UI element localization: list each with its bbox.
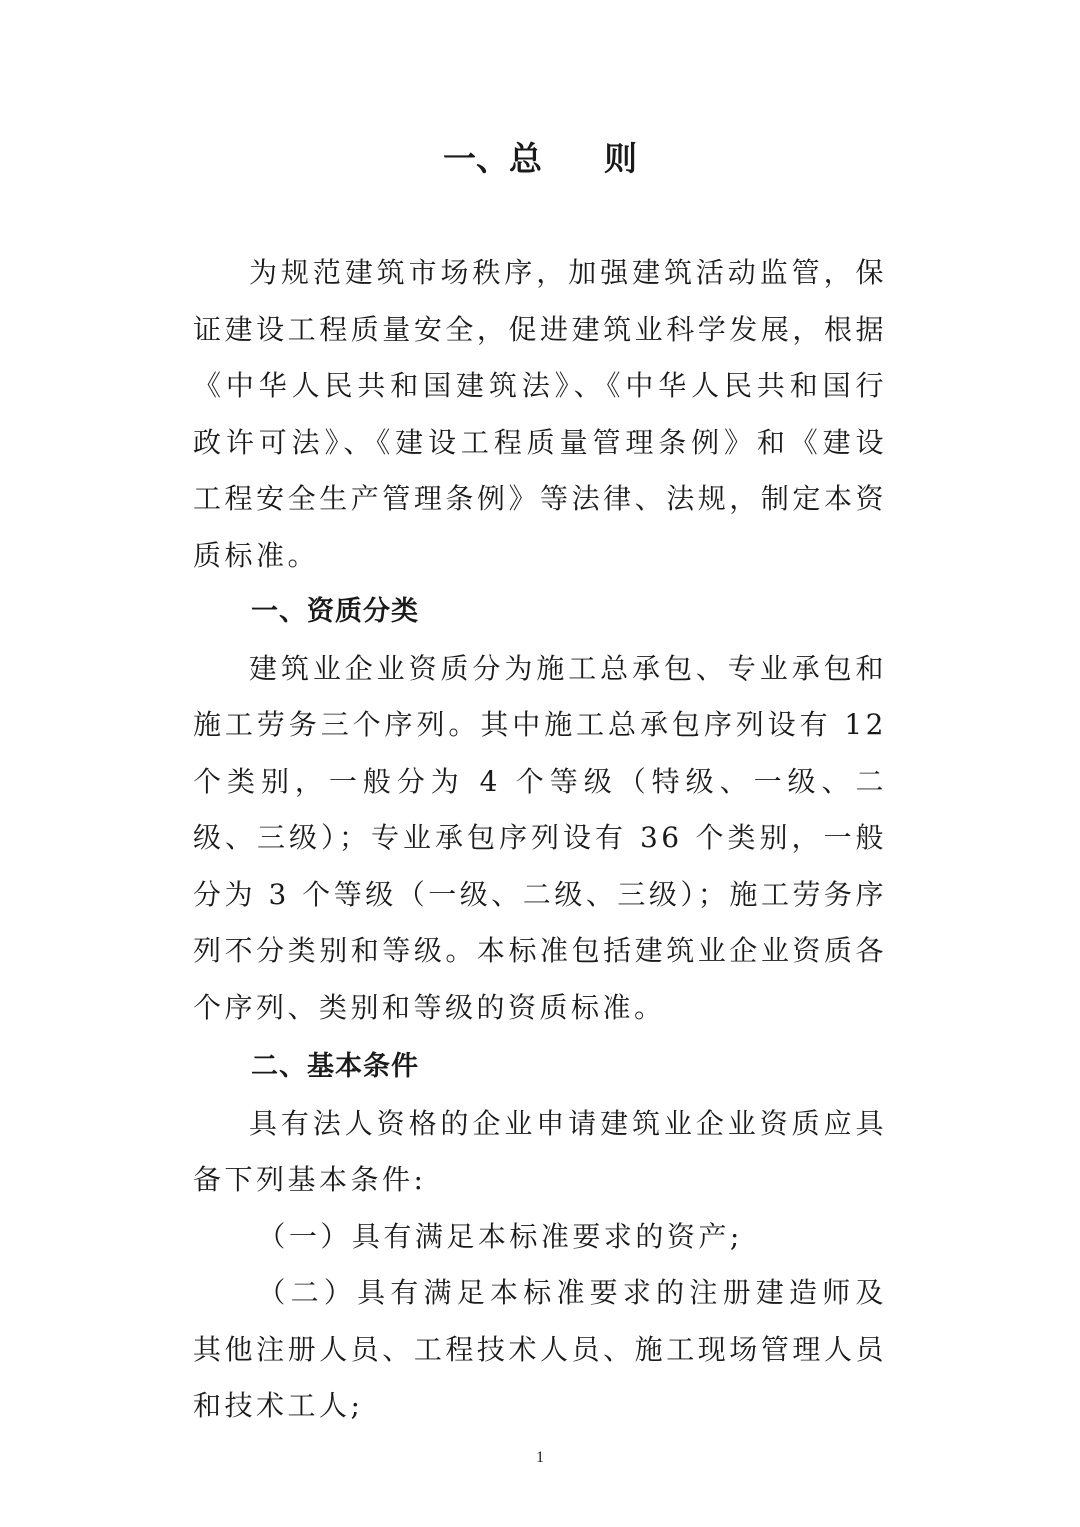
title-suffix: 则 bbox=[604, 139, 637, 178]
page-number: 1 bbox=[536, 1449, 544, 1466]
section-heading-basic-conditions: 二、基本条件 bbox=[251, 1051, 420, 1082]
section-heading-classification: 一、资质分类 bbox=[251, 596, 420, 627]
classification-paragraph: 建筑业企业资质分为施工总承包、专业承包和施工劳务三个序列。其中施工总承包序列设有 12 个类别，一般分为 4 个等级（特级、一级、二级、三级）；专业承包序列设有 36 个类别，一般分为 3 个等级（一级、二级、三级）；施工劳务序列不分类别和等级。本标准包括建筑业企业资质各个序列、类别和等级的资质标准。 bbox=[193, 651, 887, 1024]
intro-paragraph: 为规范建筑市场秩序，加强建筑活动监管，保证建设工程质量安全，促进建筑业科学发展，根据《中华人民共和国建筑法》、《中华人民共和国行政许可法》、《建设工程质量管理条例》和《建设工程安全生产管理条例》等法律、法规，制定本资质标准。 bbox=[193, 256, 887, 572]
condition-item-2: （二）具有满足本标准要求的注册建造师及其他注册人员、工程技术人员、施工现场管理人员和技术工人; bbox=[193, 1276, 887, 1422]
basic-conditions-paragraph: 具有法人资格的企业申请建筑业企业资质应具备下列基本条件: bbox=[193, 1106, 887, 1196]
document-title bbox=[0, 134, 1080, 184]
condition-item-1: （一）具有满足本标准要求的资产; bbox=[257, 1219, 743, 1253]
title-prefix: 一、总 bbox=[443, 139, 542, 178]
document-body bbox=[193, 245, 887, 1435]
